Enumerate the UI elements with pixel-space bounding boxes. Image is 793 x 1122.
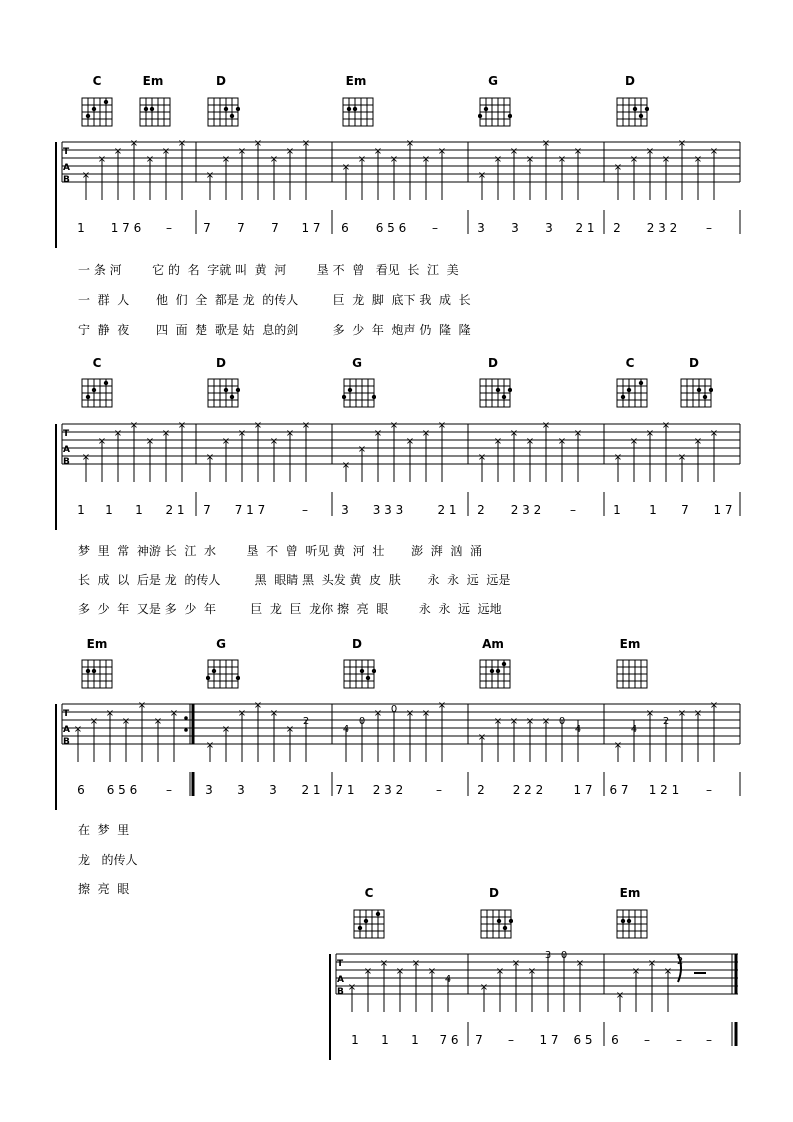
svg-text:×: × xyxy=(613,740,623,751)
svg-text:0: 0 xyxy=(558,716,566,727)
svg-text:×: × xyxy=(221,154,231,165)
chord-name: Em xyxy=(619,637,641,651)
chord-name: G xyxy=(352,356,362,370)
svg-text:×: × xyxy=(557,154,567,165)
chord-name: C xyxy=(92,74,102,88)
svg-text:×: × xyxy=(477,170,487,181)
svg-text:×: × xyxy=(357,444,367,455)
svg-text:×: × xyxy=(509,716,519,727)
svg-text:×: × xyxy=(373,428,383,439)
svg-text:4: 4 xyxy=(444,974,452,985)
svg-text:×: × xyxy=(301,138,311,149)
svg-text:2: 2 xyxy=(302,716,310,727)
svg-text:×: × xyxy=(541,420,551,431)
chord-name: D xyxy=(216,356,226,370)
svg-text:×: × xyxy=(205,740,215,751)
svg-text:×: × xyxy=(629,436,639,447)
svg-text:×: × xyxy=(347,982,357,993)
chord-diagram xyxy=(478,658,512,690)
svg-text:×: × xyxy=(631,966,641,977)
svg-text:×: × xyxy=(479,982,489,993)
svg-text:×: × xyxy=(145,154,155,165)
svg-text:×: × xyxy=(363,966,373,977)
sheet-page: C Em D Em G D × × × × × × × × × × × × × × × × × × × × × × × × × × × × × × × × × × × T A B 1 1 7 6 – 7 7 7 1 7 6 6 5 6 – 3 3 3 2 1 2 2 3 2 – 一 条 河 它 的 名 字就 叫 黄 河 垦 不 曾 看见 长 江 美 一 群 人 他 们 全 都是 龙 的传人 巨 龙 脚 底下 我 成 长 宁 静 夜 四 面 楚 歌是 姑 息的剑 多 少 年 炮声 仍 隆 隆 C D G D C D × × × × × × × × × × × × × × × × × × × × × × × × × × × × × × × × × × × T A B 1 1 1 2 1 7 7 1 7 – 3 3 3 3 2 1 2 2 3 2 – 1 1 7 1 7 梦 里 常 神游 长 江 水 垦 不 曾 听见 黄 河 壮 澎 湃 汹 涌 长 成 以 后是 龙 的传人 黑 眼睛 黑 头发 黄 皮 肤 永 永 远 远是 多 少 年 又是 多 少 年 巨 龙 巨 龙你 擦 亮 眼 永 永 远 远地 Em G D Am Em × × × × × × × × × × × × × 2 4 0 × 0 × × × × × × × × 0 4 × 4 × 2 × × × T A B 6 6 5 6 – 3 3 3 2 1 7 1 2 3 2 – 2 2 2 2 1 7 6 7 1 2 1 – 在 梦 里 龙 的传人 擦 亮 眼 C D Em × × × × × × 4 × × × × 3 0 × × × × × 2 T A B 1 1 1 7 6 7 – 1 7 6 5 6 – – – xyxy=(0,0,793,1122)
svg-text:×: × xyxy=(511,958,521,969)
lyric-line: 一 群 人 他 们 全 都是 龙 的传人 巨 龙 脚 底下 我 成 长 xyxy=(78,293,471,307)
chord-diagram xyxy=(478,96,512,128)
svg-text:×: × xyxy=(379,958,389,969)
svg-text:×: × xyxy=(373,708,383,719)
chord-name: Em xyxy=(142,74,164,88)
svg-text:×: × xyxy=(495,966,505,977)
svg-text:×: × xyxy=(121,716,131,727)
svg-text:×: × xyxy=(437,146,447,157)
lyric-line: 宁 静 夜 四 面 楚 歌是 姑 息的剑 多 少 年 炮声 仍 隆 隆 xyxy=(78,323,471,337)
svg-text:×: × xyxy=(677,138,687,149)
svg-text:×: × xyxy=(81,452,91,463)
svg-text:×: × xyxy=(509,428,519,439)
chord-diagram xyxy=(206,658,240,690)
svg-text:×: × xyxy=(373,146,383,157)
svg-text:×: × xyxy=(629,154,639,165)
svg-text:×: × xyxy=(137,700,147,711)
chord-diagram xyxy=(352,908,386,940)
svg-text:×: × xyxy=(493,436,503,447)
svg-text:T: T xyxy=(63,709,70,719)
svg-text:×: × xyxy=(541,716,551,727)
svg-text:×: × xyxy=(97,154,107,165)
svg-text:×: × xyxy=(493,154,503,165)
svg-text:×: × xyxy=(645,146,655,157)
svg-text:×: × xyxy=(525,716,535,727)
svg-text:×: × xyxy=(177,138,187,149)
svg-text:B: B xyxy=(63,457,70,467)
svg-text:×: × xyxy=(437,420,447,431)
chord-name: D xyxy=(689,356,699,370)
svg-text:2: 2 xyxy=(662,716,670,727)
svg-text:×: × xyxy=(237,428,247,439)
svg-text:×: × xyxy=(97,436,107,447)
svg-text:×: × xyxy=(153,716,163,727)
svg-text:×: × xyxy=(575,958,585,969)
svg-text:×: × xyxy=(527,966,537,977)
chord-name: Am xyxy=(482,637,504,651)
svg-text:×: × xyxy=(421,708,431,719)
svg-text:2: 2 xyxy=(676,956,684,967)
svg-text:×: × xyxy=(285,724,295,735)
svg-text:×: × xyxy=(269,154,279,165)
svg-text:×: × xyxy=(661,420,671,431)
svg-text:T: T xyxy=(337,959,344,969)
chord-diagram xyxy=(615,377,649,409)
chord-diagram xyxy=(80,658,114,690)
svg-text:×: × xyxy=(613,452,623,463)
svg-text:A: A xyxy=(63,725,70,735)
chord-diagram xyxy=(615,96,649,128)
svg-text:×: × xyxy=(253,138,263,149)
svg-text:×: × xyxy=(525,154,535,165)
svg-text:×: × xyxy=(389,154,399,165)
svg-text:×: × xyxy=(237,146,247,157)
svg-text:×: × xyxy=(89,716,99,727)
lyric-line: 龙 的传人 xyxy=(78,853,138,867)
lyric-line: 在 梦 里 xyxy=(78,823,130,837)
svg-text:4: 4 xyxy=(574,724,582,735)
svg-text:×: × xyxy=(421,154,431,165)
svg-text:×: × xyxy=(645,428,655,439)
svg-text:×: × xyxy=(693,708,703,719)
lyric-line: 梦 里 常 神游 长 江 水 垦 不 曾 听见 黄 河 壮 澎 湃 汹 涌 xyxy=(78,544,483,558)
chord-name: G xyxy=(216,637,226,651)
svg-text:×: × xyxy=(405,436,415,447)
svg-text:×: × xyxy=(81,170,91,181)
lyric-line: 擦 亮 眼 xyxy=(78,882,130,896)
chord-diagram xyxy=(615,908,649,940)
svg-text:A: A xyxy=(337,975,344,985)
svg-text:×: × xyxy=(113,428,123,439)
svg-text:×: × xyxy=(405,138,415,149)
svg-text:A: A xyxy=(63,445,70,455)
svg-text:×: × xyxy=(557,436,567,447)
chord-diagram xyxy=(138,96,172,128)
svg-text:×: × xyxy=(661,154,671,165)
svg-text:×: × xyxy=(573,428,583,439)
svg-text:×: × xyxy=(663,966,673,977)
chord-name: C xyxy=(625,356,635,370)
svg-text:×: × xyxy=(269,708,279,719)
svg-text:×: × xyxy=(221,436,231,447)
svg-text:B: B xyxy=(337,987,344,997)
svg-text:×: × xyxy=(647,958,657,969)
svg-text:×: × xyxy=(677,708,687,719)
svg-text:B: B xyxy=(63,737,70,747)
chord-diagram xyxy=(615,658,649,690)
svg-text:×: × xyxy=(205,170,215,181)
svg-text:×: × xyxy=(709,700,719,711)
chord-diagram xyxy=(479,908,513,940)
chord-diagram xyxy=(679,377,713,409)
svg-text:0: 0 xyxy=(560,950,568,961)
svg-text:4: 4 xyxy=(342,724,350,735)
svg-text:B: B xyxy=(63,175,70,185)
lyric-line: 长 成 以 后是 龙 的传人 黑 眼睛 黑 头发 黄 皮 肤 永 永 远 远是 xyxy=(78,573,511,587)
chord-name: C xyxy=(364,886,374,900)
chord-name: D xyxy=(488,356,498,370)
svg-text:0: 0 xyxy=(390,704,398,715)
svg-text:×: × xyxy=(411,958,421,969)
chord-diagram xyxy=(206,377,240,409)
svg-text:×: × xyxy=(525,436,535,447)
svg-text:×: × xyxy=(477,452,487,463)
svg-text:×: × xyxy=(427,966,437,977)
svg-text:×: × xyxy=(253,700,263,711)
svg-text:×: × xyxy=(341,162,351,173)
svg-text:×: × xyxy=(285,428,295,439)
svg-text:×: × xyxy=(693,154,703,165)
svg-text:T: T xyxy=(63,147,70,157)
svg-text:×: × xyxy=(301,420,311,431)
svg-text:×: × xyxy=(573,146,583,157)
svg-text:×: × xyxy=(113,146,123,157)
svg-text:×: × xyxy=(73,724,83,735)
chord-diagram xyxy=(80,96,114,128)
svg-text:×: × xyxy=(177,420,187,431)
svg-text:×: × xyxy=(221,724,231,735)
svg-text:×: × xyxy=(129,420,139,431)
svg-text:×: × xyxy=(709,146,719,157)
svg-text:0: 0 xyxy=(358,716,366,727)
chord-name: G xyxy=(488,74,498,88)
svg-text:A: A xyxy=(63,163,70,173)
svg-text:×: × xyxy=(615,990,625,1001)
svg-text:×: × xyxy=(693,436,703,447)
svg-text:×: × xyxy=(253,420,263,431)
svg-text:×: × xyxy=(509,146,519,157)
svg-text:×: × xyxy=(389,420,399,431)
svg-text:×: × xyxy=(613,162,623,173)
lyric-line: 多 少 年 又是 多 少 年 巨 龙 巨 龙你 擦 亮 眼 永 永 远 远地 xyxy=(78,602,502,616)
svg-text:×: × xyxy=(129,138,139,149)
svg-text:×: × xyxy=(237,708,247,719)
svg-text:×: × xyxy=(161,146,171,157)
chord-diagram xyxy=(342,658,376,690)
chord-name: D xyxy=(216,74,226,88)
chord-name: D xyxy=(625,74,635,88)
svg-text:×: × xyxy=(677,452,687,463)
chord-name: Em xyxy=(86,637,108,651)
svg-text:×: × xyxy=(205,452,215,463)
chord-name: Em xyxy=(619,886,641,900)
svg-text:×: × xyxy=(477,732,487,743)
svg-text:×: × xyxy=(145,436,155,447)
svg-text:×: × xyxy=(645,708,655,719)
svg-text:T: T xyxy=(63,429,70,439)
chord-name: Em xyxy=(345,74,367,88)
svg-text:×: × xyxy=(285,146,295,157)
svg-text:4: 4 xyxy=(630,724,638,735)
svg-text:×: × xyxy=(541,138,551,149)
svg-text:×: × xyxy=(269,436,279,447)
chord-diagram xyxy=(341,96,375,128)
svg-text:×: × xyxy=(395,966,405,977)
svg-text:3: 3 xyxy=(544,950,552,961)
svg-text:×: × xyxy=(405,708,415,719)
svg-text:×: × xyxy=(341,460,351,471)
svg-text:×: × xyxy=(493,716,503,727)
chord-diagram xyxy=(80,377,114,409)
chord-diagram xyxy=(342,377,376,409)
chord-name: C xyxy=(92,356,102,370)
svg-text:×: × xyxy=(357,154,367,165)
svg-text:×: × xyxy=(161,428,171,439)
svg-text:×: × xyxy=(169,708,179,719)
chord-diagram xyxy=(206,96,240,128)
svg-text:×: × xyxy=(421,428,431,439)
chord-name: D xyxy=(352,637,362,651)
chord-diagram xyxy=(478,377,512,409)
lyric-line: 一 条 河 它 的 名 字就 叫 黄 河 垦 不 曾 看见 长 江 美 xyxy=(78,263,459,277)
svg-text:×: × xyxy=(709,428,719,439)
svg-text:×: × xyxy=(105,708,115,719)
chord-name: D xyxy=(489,886,499,900)
svg-text:×: × xyxy=(437,700,447,711)
